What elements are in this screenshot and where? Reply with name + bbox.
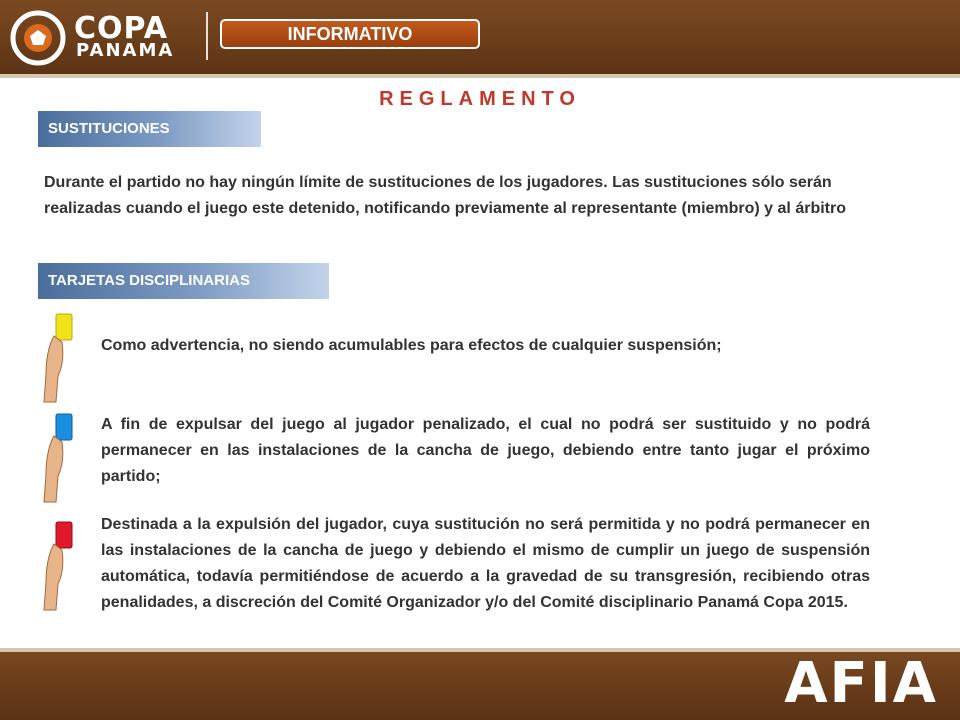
blue-card-icon (40, 412, 76, 504)
header-stripe (0, 74, 960, 78)
logo-text-copa: COPA (74, 11, 168, 46)
copa-panama-logo (10, 8, 200, 66)
red-card-icon (40, 520, 76, 612)
logo-text-panama: PANAMA (76, 40, 175, 61)
soccer-ball-icon (10, 10, 66, 66)
yellow-card-text: Como advertencia, no siendo acumulables para efectos de cualquier suspensión; (101, 337, 722, 354)
blue-card-text: A fin de expulsar del juego al jugador penalizado, el cual no podrá ser sustituido y no podrá permanecer en las instalaciones de la cancha de juego, debiendo entre tanto jugar el próximo partido; (101, 416, 870, 485)
informativo-badge: INFORMATIVO (220, 19, 480, 49)
section-tag-tarjetas: TARJETAS DISCIPLINARIAS (38, 263, 329, 299)
sustituciones-text: Durante el partido no hay ningún límite de sustituciones de los jugadores. Las sustituciones sólo serán realizadas cuando el juego este detenido, notificando previamente al representante (miembro) y al árbitro (44, 174, 846, 217)
page-title: REGLAMENTO (379, 88, 581, 110)
afia-logo: AFIA (784, 651, 938, 716)
header-divider (206, 12, 208, 60)
yellow-card-icon (40, 312, 76, 404)
section-tag-sustituciones: SUSTITUCIONES (38, 111, 261, 147)
red-card-text: Destinada a la expulsión del jugador, cuya sustitución no será permitida y no podrá permanecer en las instalaciones de la cancha de juego y debiendo el mismo de cumplir un juego de suspensión automática, todavía permitiéndose de acuerdo a la gravedad de su transgresión, recibiendo otras penalidades, a discreción del Comité Organizador y/o del Comité disciplinario Panamá Copa 2015. (101, 516, 870, 611)
